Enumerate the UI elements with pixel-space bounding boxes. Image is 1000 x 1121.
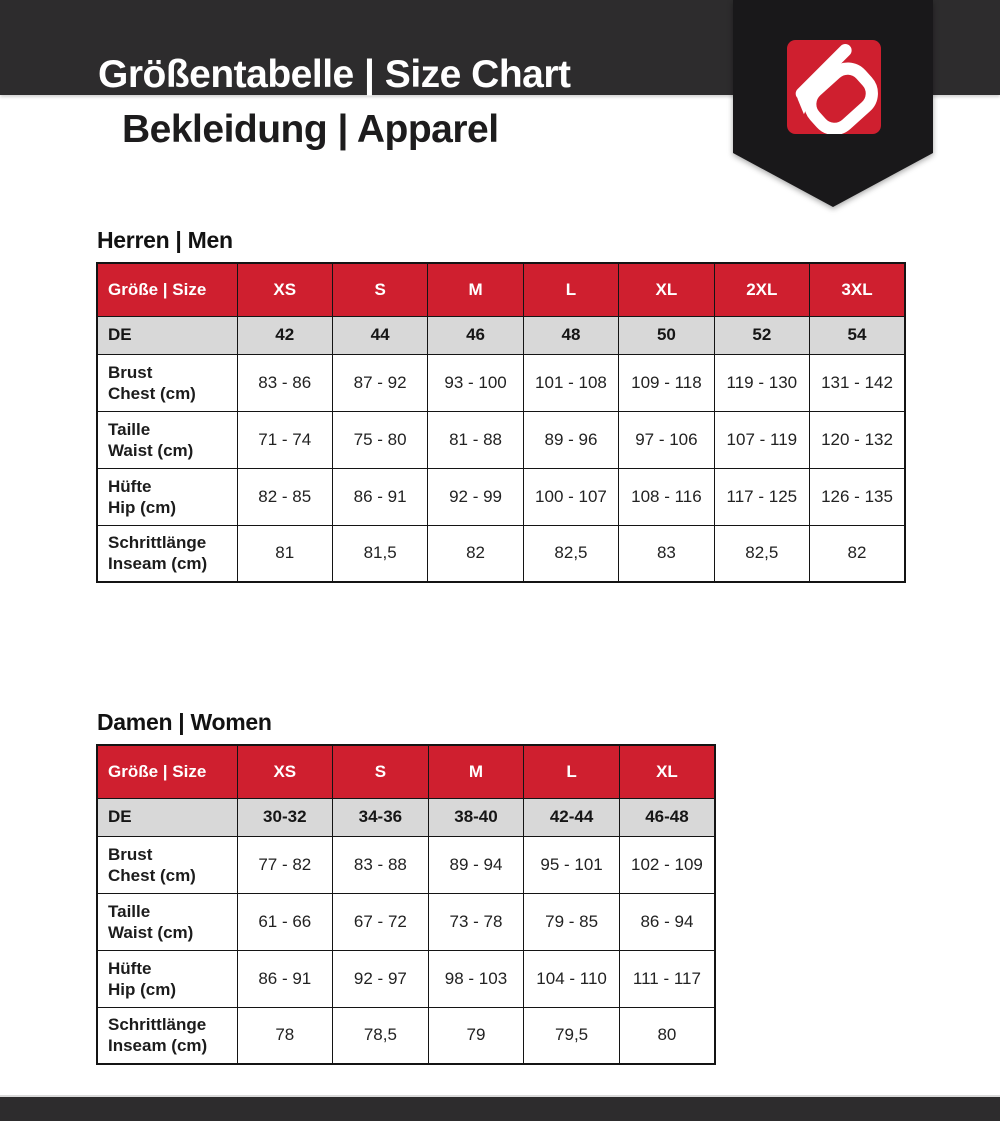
measure-value-cell: 108 - 116 bbox=[619, 468, 714, 525]
measure-value-cell: 100 - 107 bbox=[523, 468, 618, 525]
de-row-label: DE bbox=[97, 798, 237, 836]
measure-label-en: Waist (cm) bbox=[108, 922, 194, 942]
measure-label-cell bbox=[97, 411, 237, 468]
measure-row bbox=[97, 893, 715, 950]
measure-value-cell: 126 - 135 bbox=[810, 468, 905, 525]
measure-value-cell: 79 - 85 bbox=[524, 893, 620, 950]
measure-row bbox=[97, 950, 715, 1007]
size-header-cell: L bbox=[523, 263, 618, 316]
de-size-cell: 50 bbox=[619, 316, 714, 354]
measure-value-cell: 73 - 78 bbox=[428, 893, 524, 950]
size-header-label: Größe | Size bbox=[97, 745, 237, 798]
measure-value-cell: 77 - 82 bbox=[237, 836, 333, 893]
de-size-cell: 38-40 bbox=[428, 798, 524, 836]
measure-value-cell: 82,5 bbox=[523, 525, 618, 582]
measure-value-cell: 78,5 bbox=[333, 1007, 429, 1064]
measure-label-de: Schrittlänge bbox=[108, 533, 207, 553]
measure-value-cell: 61 - 66 bbox=[237, 893, 333, 950]
measure-value-cell: 81,5 bbox=[332, 525, 427, 582]
measure-label-cell bbox=[97, 950, 237, 1007]
size-header-cell: XS bbox=[237, 263, 332, 316]
measure-label-de: Brust bbox=[108, 362, 153, 382]
size-header-cell: XL bbox=[619, 745, 715, 798]
size-header-cell: S bbox=[333, 745, 429, 798]
five-ten-logo-icon bbox=[787, 40, 881, 134]
de-size-cell: 42 bbox=[237, 316, 332, 354]
measure-value-cell: 82 bbox=[810, 525, 905, 582]
measure-label-en: Waist (cm) bbox=[108, 440, 194, 460]
measure-value-cell: 83 - 88 bbox=[333, 836, 429, 893]
measure-value-cell: 71 - 74 bbox=[237, 411, 332, 468]
de-size-cell: 42-44 bbox=[524, 798, 620, 836]
badge-ribbon bbox=[733, 0, 933, 207]
measure-value-cell: 119 - 130 bbox=[714, 354, 809, 411]
measure-label-de: Schrittlänge bbox=[108, 1015, 207, 1035]
measure-label-en: Chest (cm) bbox=[108, 865, 196, 885]
measure-value-cell: 95 - 101 bbox=[524, 836, 620, 893]
brand-badge bbox=[733, 0, 933, 207]
measure-value-cell: 82,5 bbox=[714, 525, 809, 582]
de-size-cell: 52 bbox=[714, 316, 809, 354]
de-size-cell: 54 bbox=[810, 316, 905, 354]
measure-value-cell: 78 bbox=[237, 1007, 333, 1064]
page-title: Größentabelle | Size Chart bbox=[98, 53, 571, 96]
size-header-cell: M bbox=[428, 263, 523, 316]
size-header-cell: S bbox=[332, 263, 427, 316]
measure-value-cell: 117 - 125 bbox=[714, 468, 809, 525]
measure-row bbox=[97, 468, 905, 525]
de-size-row bbox=[97, 316, 905, 354]
measure-label-de: Taille bbox=[108, 901, 151, 921]
de-size-cell: 44 bbox=[332, 316, 427, 354]
size-header-cell: 2XL bbox=[714, 263, 809, 316]
de-size-cell: 46 bbox=[428, 316, 523, 354]
measure-value-cell: 67 - 72 bbox=[333, 893, 429, 950]
de-size-cell: 30-32 bbox=[237, 798, 333, 836]
men-size-table bbox=[96, 262, 906, 583]
measure-label-de: Hüfte bbox=[108, 476, 152, 496]
size-header-cell: XS bbox=[237, 745, 333, 798]
measure-label-cell bbox=[97, 354, 237, 411]
measure-label-en: Inseam (cm) bbox=[108, 554, 208, 574]
measure-label-cell bbox=[97, 893, 237, 950]
measure-value-cell: 98 - 103 bbox=[428, 950, 524, 1007]
measure-label-en: Hip (cm) bbox=[108, 497, 176, 517]
measure-value-cell: 86 - 91 bbox=[332, 468, 427, 525]
measure-label-cell bbox=[97, 1007, 237, 1064]
measure-value-cell: 104 - 110 bbox=[524, 950, 620, 1007]
measure-value-cell: 87 - 92 bbox=[332, 354, 427, 411]
size-header-row bbox=[97, 263, 905, 316]
measure-row bbox=[97, 836, 715, 893]
measure-value-cell: 75 - 80 bbox=[332, 411, 427, 468]
measure-row bbox=[97, 354, 905, 411]
measure-value-cell: 107 - 119 bbox=[714, 411, 809, 468]
measure-row bbox=[97, 1007, 715, 1064]
measure-label-en: Chest (cm) bbox=[108, 383, 196, 403]
women-size-table bbox=[96, 744, 716, 1065]
de-size-cell: 46-48 bbox=[619, 798, 715, 836]
de-size-cell: 34-36 bbox=[333, 798, 429, 836]
measure-label-de: Taille bbox=[108, 419, 151, 439]
measure-value-cell: 86 - 94 bbox=[619, 893, 715, 950]
measure-value-cell: 89 - 94 bbox=[428, 836, 524, 893]
measure-value-cell: 97 - 106 bbox=[619, 411, 714, 468]
measure-row bbox=[97, 411, 905, 468]
measure-label-cell bbox=[97, 836, 237, 893]
size-header-cell: M bbox=[428, 745, 524, 798]
measure-value-cell: 86 - 91 bbox=[237, 950, 333, 1007]
measure-value-cell: 131 - 142 bbox=[810, 354, 905, 411]
de-size-cell: 48 bbox=[523, 316, 618, 354]
size-header-cell: XL bbox=[619, 263, 714, 316]
size-header-cell: L bbox=[524, 745, 620, 798]
size-header-cell: 3XL bbox=[810, 263, 905, 316]
measure-value-cell: 111 - 117 bbox=[619, 950, 715, 1007]
measure-value-cell: 120 - 132 bbox=[810, 411, 905, 468]
measure-value-cell: 102 - 109 bbox=[619, 836, 715, 893]
measure-row bbox=[97, 525, 905, 582]
measure-label-de: Hüfte bbox=[108, 958, 152, 978]
measure-value-cell: 92 - 99 bbox=[428, 468, 523, 525]
measure-value-cell: 79,5 bbox=[524, 1007, 620, 1064]
measure-value-cell: 109 - 118 bbox=[619, 354, 714, 411]
measure-label-de: Brust bbox=[108, 844, 153, 864]
measure-value-cell: 79 bbox=[428, 1007, 524, 1064]
women-section-heading: Damen | Women bbox=[97, 709, 272, 735]
measure-label-en: Hip (cm) bbox=[108, 979, 176, 999]
measure-label-en: Inseam (cm) bbox=[108, 1036, 208, 1056]
measure-value-cell: 101 - 108 bbox=[523, 354, 618, 411]
measure-label-cell bbox=[97, 468, 237, 525]
measure-value-cell: 92 - 97 bbox=[333, 950, 429, 1007]
de-row-label: DE bbox=[97, 316, 237, 354]
size-header-row bbox=[97, 745, 715, 798]
measure-value-cell: 93 - 100 bbox=[428, 354, 523, 411]
measure-value-cell: 80 bbox=[619, 1007, 715, 1064]
measure-label-cell bbox=[97, 525, 237, 582]
measure-value-cell: 82 - 85 bbox=[237, 468, 332, 525]
bottom-footer-bar bbox=[0, 1097, 1000, 1121]
page-subtitle: Bekleidung | Apparel bbox=[122, 108, 499, 151]
measure-value-cell: 83 bbox=[619, 525, 714, 582]
measure-value-cell: 82 bbox=[428, 525, 523, 582]
size-header-label: Größe | Size bbox=[97, 263, 237, 316]
measure-value-cell: 83 - 86 bbox=[237, 354, 332, 411]
measure-value-cell: 81 - 88 bbox=[428, 411, 523, 468]
measure-value-cell: 89 - 96 bbox=[523, 411, 618, 468]
de-size-row bbox=[97, 798, 715, 836]
measure-value-cell: 81 bbox=[237, 525, 332, 582]
men-section-heading: Herren | Men bbox=[97, 227, 233, 253]
